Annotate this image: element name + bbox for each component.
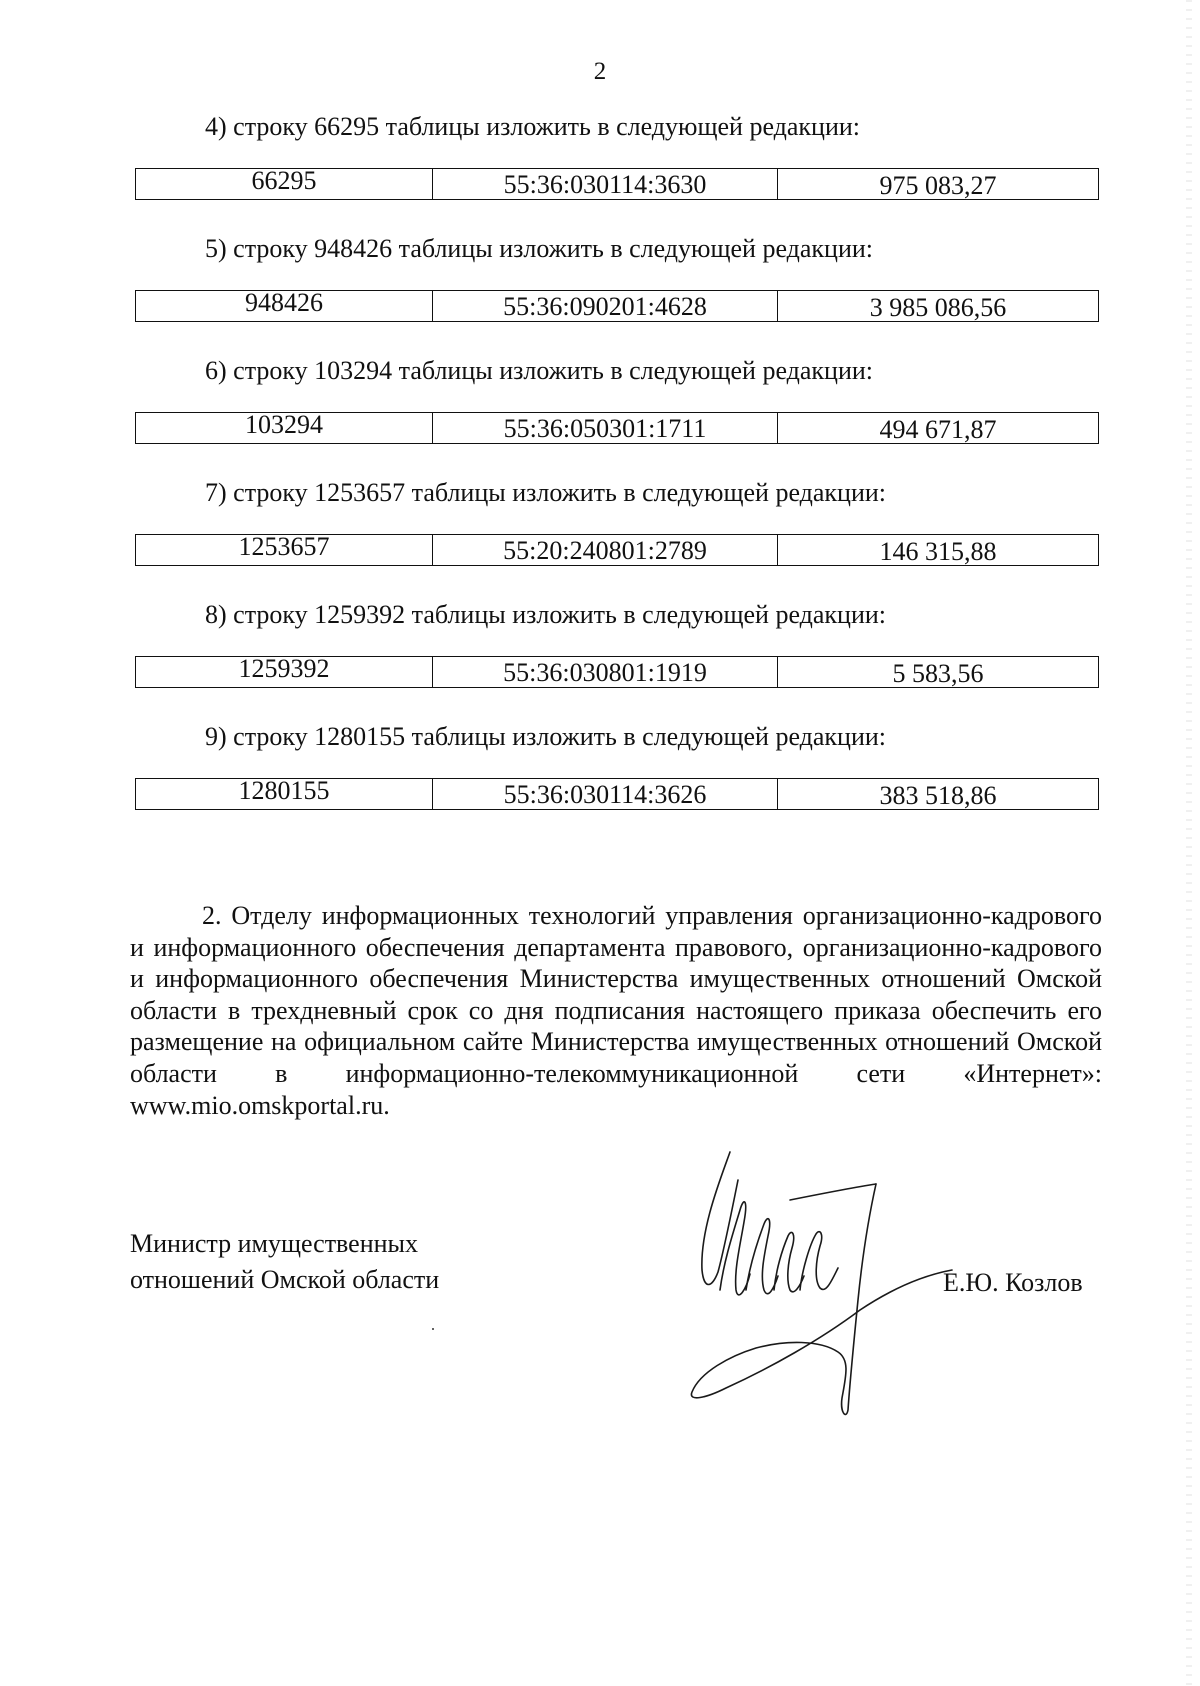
handwritten-signature: [690, 1140, 960, 1420]
paragraph-2: 2. Отделу информационных технологий управления организационно-кадрового и информационного обеспечения департамента правового, организационно-кадрового и информационного обеспечения Министерства имущественных отношений Омской области в трехдневный срок со дня подписания настоящего приказа обеспечить его размещение на официальном сайте Министерства имущественных отношений Омской области в информационно-телекоммуникационной сети «Интернет»: www.mio.omskportal.ru.: [130, 901, 1102, 1120]
cadastral-number-cell: 55:20:240801:2789: [433, 535, 778, 565]
amendment-table-row: [135, 168, 1099, 200]
amendment-instruction: 7) строку 1253657 таблицы изложить в следующей редакции:: [205, 478, 887, 507]
amendment-instruction: 6) строку 103294 таблицы изложить в следующей редакции:: [205, 356, 874, 385]
amendment-table-row: [135, 656, 1099, 688]
cadastral-number-cell: 55:36:090201:4628: [433, 291, 778, 321]
scan-speck: [432, 1328, 434, 1330]
amendment-table-row: [135, 290, 1099, 322]
amendment-instruction: 5) строку 948426 таблицы изложить в следующей редакции:: [205, 234, 874, 263]
signatory-title-line: Министр имущественных: [130, 1229, 419, 1258]
row-number-cell: 1280155: [136, 779, 433, 809]
row-number-cell: 66295: [136, 169, 433, 199]
signatory-title-line: отношений Омской области: [130, 1265, 440, 1294]
row-number-cell: 1253657: [136, 535, 433, 565]
amendment-table-row: [135, 778, 1099, 810]
cadastral-number-cell: 55:36:050301:1711: [433, 413, 778, 443]
amendment-table-row: [135, 534, 1099, 566]
amendment-instruction: 8) строку 1259392 таблицы изложить в следующей редакции:: [205, 600, 887, 629]
cadastral-value-cell: 5 583,56: [892, 659, 984, 688]
amendment-instruction: 4) строку 66295 таблицы изложить в следующей редакции:: [205, 112, 861, 141]
row-number-cell: 103294: [136, 413, 433, 443]
scan-edge: [1186, 0, 1192, 1686]
cadastral-value-cell: 3 985 086,56: [869, 293, 1007, 322]
cadastral-number-cell: 55:36:030801:1919: [433, 657, 778, 687]
cadastral-value-cell: 975 083,27: [879, 171, 997, 200]
amendment-instruction: 9) строку 1280155 таблицы изложить в следующей редакции:: [205, 722, 887, 751]
page-number: 2: [593, 58, 607, 85]
amendment-table-row: [135, 412, 1099, 444]
row-number-cell: 1259392: [136, 657, 433, 687]
signatory-title: [130, 1226, 439, 1298]
cadastral-value-cell: 383 518,86: [879, 781, 997, 810]
cadastral-number-cell: 55:36:030114:3626: [433, 779, 778, 809]
cadastral-value-cell: 146 315,88: [879, 537, 997, 566]
cadastral-number-cell: 55:36:030114:3630: [433, 169, 778, 199]
row-number-cell: 948426: [136, 291, 433, 321]
signatory-name: Е.Ю. Козлов: [943, 1268, 1083, 1297]
cadastral-value-cell: 494 671,87: [879, 415, 997, 444]
